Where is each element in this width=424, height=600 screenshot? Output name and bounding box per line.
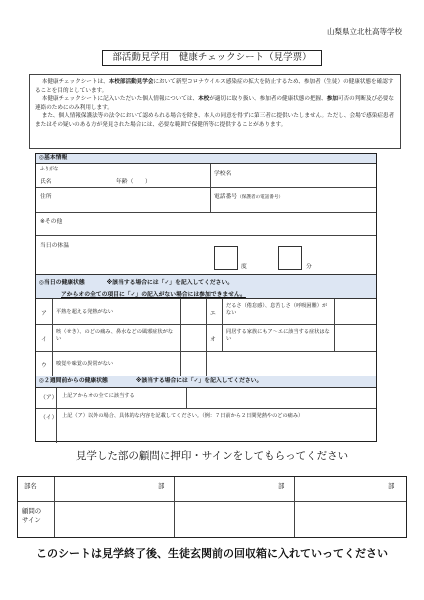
intro-paragraph-1 <box>35 78 395 95</box>
two-weeks-check-a[interactable] <box>187 389 211 407</box>
intro-bold: 本校部活動見学会 <box>108 79 154 85</box>
club-name-label: 部名 <box>24 482 37 490</box>
age-label: 年齢（ ） <box>116 179 151 185</box>
two-weeks-header <box>36 376 376 388</box>
intro-bold: 参加 <box>326 96 338 103</box>
sign-instruction: 見学した部の顧問に押印・サインをしてもらってください <box>75 450 349 462</box>
divider <box>210 187 211 212</box>
health-header-title: ◎当日の健康状態 <box>39 280 85 286</box>
advisor-sign-field-1[interactable] <box>56 503 172 536</box>
intro-text: 本健康チェックシートは、 <box>41 79 109 85</box>
collection-instruction: このシートは見学終了後、生徒玄関前の回収箱に入れていってください <box>36 547 388 560</box>
health-item-text: 同居する家族にもア〜エに該当する症状はない <box>226 329 330 342</box>
intro-text: が適切に取り扱い、参加者の健康状態の把握、 <box>209 96 327 103</box>
intro-paragraph-2 <box>35 95 395 112</box>
health-check-i[interactable] <box>181 326 205 350</box>
two-weeks-text: 上記（ア）以外の場合、具体的な内容を記載してください。（例：７日前から２日間発熱やのどの痛み） <box>62 413 304 419</box>
health-check-e[interactable] <box>335 301 377 323</box>
health-check-a[interactable] <box>181 301 205 323</box>
health-check-o[interactable] <box>335 326 377 350</box>
advisor-sign-label: 顧問の サイン <box>22 507 42 524</box>
school-name-label: 学校名 <box>214 171 232 177</box>
address-label: 住所 <box>40 194 52 200</box>
temperature-minute-box[interactable] <box>278 246 302 270</box>
temperature-degree-box[interactable] <box>214 246 238 270</box>
advisor-sign-field-3[interactable] <box>296 503 404 536</box>
health-item-text: 平熱を超える発熱がない <box>56 309 114 315</box>
name-label: 氏名 <box>40 179 52 185</box>
health-item-key: ウ <box>41 363 47 369</box>
divider <box>222 299 223 351</box>
furigana-label: ふりがな <box>40 167 59 172</box>
divider <box>52 299 53 376</box>
health-item-key: ア <box>41 311 47 317</box>
health-header <box>36 274 376 299</box>
divider <box>54 477 55 537</box>
divider <box>36 408 376 409</box>
divider <box>206 299 207 376</box>
two-weeks-title: ◎２週間前からの健康状態 <box>39 378 108 384</box>
two-weeks-key: （ア） <box>40 395 58 401</box>
health-instruction-1: ※該当する場合には「✓」を記入してください。 <box>106 280 234 286</box>
intro-bold: 本校 <box>198 96 210 103</box>
club-suffix: 部 <box>388 482 395 490</box>
degree-label: 度 <box>241 264 247 270</box>
health-header-row <box>39 277 376 286</box>
club-field-1[interactable] <box>56 478 156 500</box>
divider <box>36 324 376 325</box>
health-check-u[interactable] <box>181 353 205 375</box>
minute-label: 分 <box>306 264 312 270</box>
temperature-label: 当日の体温 <box>40 243 69 249</box>
name-field[interactable] <box>40 166 120 187</box>
divider <box>210 164 211 187</box>
club-field-2[interactable] <box>176 478 276 500</box>
divider <box>36 235 376 236</box>
club-suffix: 部 <box>278 482 285 490</box>
two-weeks-instruction: ※該当する場合には「✓」を記入してください。 <box>135 378 263 384</box>
intro-text: 本健康チェックシートに記入いただいた個人情報については、 <box>41 96 199 103</box>
health-item-text: だるさ（倦怠感）、息苦しさ（呼吸困難）がない <box>226 303 328 316</box>
health-item-key: オ <box>210 337 216 343</box>
page-title: 部活動見学用 健康チェックシート（見学票） <box>102 50 322 66</box>
health-instruction-2: アからオの全ての項目に「✓」の記入がない場合には参加できません。 <box>61 292 246 298</box>
divider <box>174 477 175 537</box>
health-item-text: 嗅覚や味覚の異常がない <box>56 361 114 367</box>
two-weeks-text: 上記アからオの全てに該当する <box>62 393 135 399</box>
health-item-key: イ <box>41 337 47 343</box>
club-suffix: 部 <box>158 482 165 490</box>
divider <box>36 351 376 352</box>
sign-table <box>17 476 407 538</box>
health-item-text: 咳（せき）、のどの痛み、鼻水などの風邪症状がない <box>56 329 174 342</box>
health-check-form <box>35 153 377 442</box>
intro-text: において新型コロナウイルス感染症の拡大を防止するため、参加者（生徒）の健康状態を確認することを目的としています。 <box>35 79 394 94</box>
two-weeks-detail-field[interactable] <box>58 421 376 441</box>
divider <box>18 501 406 502</box>
divider <box>36 187 376 188</box>
intro-paragraph-3: また、個人情報保護法等の法令において認められる場合を除き、本人の同意を得ずに第三者に提供いたしません。ただし、会場で感染症患者またはその疑いのある方が発見された場合には、必要な範囲で保健所等に提供することがあります。 <box>35 113 395 128</box>
phone-note: （保護者の電話番号） <box>237 195 284 200</box>
health-item-key: エ <box>210 311 216 317</box>
divider <box>294 477 295 537</box>
club-field-3[interactable] <box>296 478 386 500</box>
school-name: 山梨県立北杜高等学校 <box>327 27 402 36</box>
two-weeks-key: （イ） <box>40 415 58 421</box>
other-label: ※その他 <box>40 219 63 225</box>
phone-label-text: 電話番号 <box>214 194 238 200</box>
phone-label <box>214 191 283 200</box>
advisor-sign-field-2[interactable] <box>176 503 292 536</box>
intro-text: 可否の判断及び必要な連絡のためにのみ利用します。 <box>35 96 394 111</box>
intro-box <box>29 74 401 149</box>
divider <box>36 212 376 213</box>
basic-info-header: ◎基本情報 <box>36 154 376 164</box>
